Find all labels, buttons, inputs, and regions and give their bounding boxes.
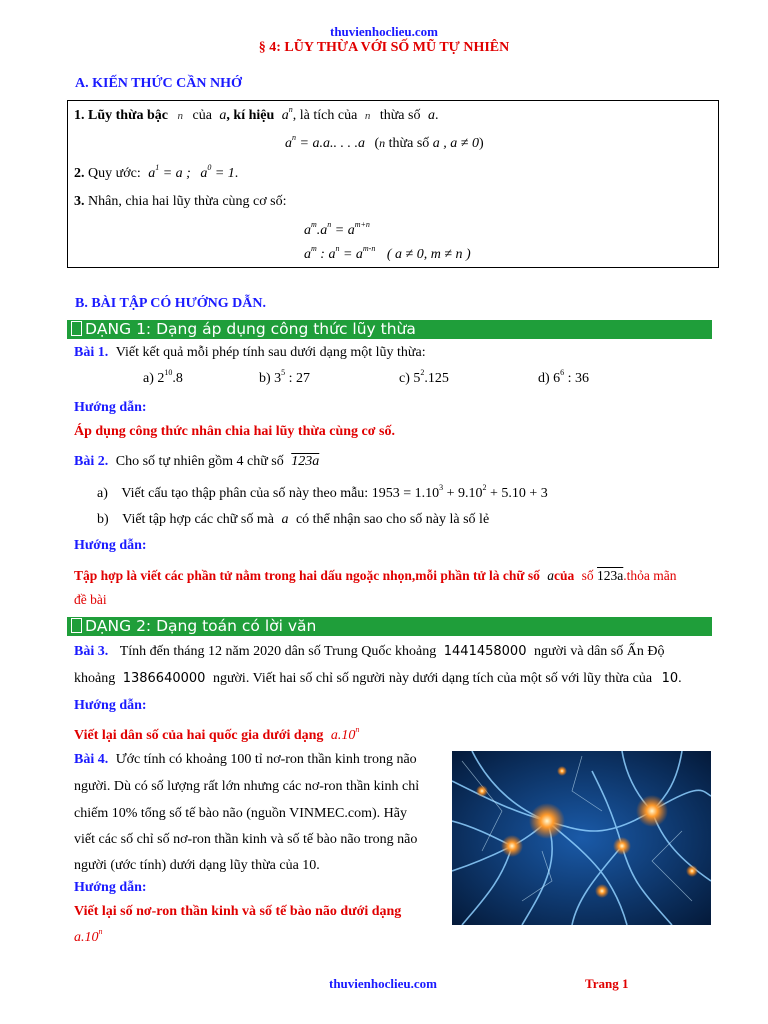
condition: ( a ≠ 0, m ≠ n ) — [386, 247, 471, 262]
exp: m+n — [354, 220, 370, 229]
formula — [200, 163, 235, 181]
bai-4-line-4: viết các số chỉ số nơ-ron thần kinh và số tế bào não trong não — [74, 832, 418, 847]
bai-2-item-a — [97, 483, 548, 502]
exercise-label: Bài 2. — [74, 454, 109, 469]
base: 6 — [553, 371, 561, 386]
exercise-text: Tính đến tháng 12 năm 2020 dân số Trung Quốc khoảng — [119, 644, 437, 659]
rule-3-number: 3. — [74, 194, 85, 209]
item-label: b) — [259, 371, 271, 386]
exercise-label: Bài 3. — [74, 644, 109, 659]
section-a-heading: A. KIẾN THỨC CẦN NHỚ — [75, 76, 242, 91]
bai-3-cont — [74, 671, 682, 687]
text: . — [678, 671, 682, 686]
bai-1 — [74, 345, 426, 361]
var-n: n — [379, 136, 386, 150]
formula-part: 1953 = 1.10 — [371, 486, 440, 501]
rest: .8 — [172, 371, 183, 386]
neuron-network-image — [452, 751, 711, 925]
var-n: n — [364, 110, 371, 122]
formula — [330, 725, 360, 743]
footer-site[interactable]: thuvienhoclieu.com — [329, 976, 437, 991]
exp: n — [292, 133, 296, 142]
rest: .125 — [424, 371, 449, 386]
section-b-heading: B. BÀI TẬP CÓ HƯỚNG DẪN. — [75, 296, 266, 311]
multiply-formula — [304, 220, 370, 239]
exercise-text: khoảng — [74, 671, 116, 686]
text: của — [192, 108, 212, 123]
rhs: = a — [331, 223, 355, 238]
bai-1-item-c — [399, 368, 449, 387]
exp: 5 — [281, 368, 286, 377]
cond: a , a ≠ 0 — [432, 136, 479, 151]
rhs: = a — [339, 247, 363, 262]
bai-1-item-a — [143, 368, 183, 387]
exp: m — [311, 220, 317, 229]
exercise-text: Viết kết quả mỗi phép tính sau dưới dạng một lũy thừa: — [115, 345, 426, 360]
text: Quy ước: — [88, 166, 141, 181]
bai-4-line-2: người. Dù có số lượng rất lớn nhưng các nơ-ron thần kinh chỉ — [74, 779, 420, 794]
ten: 10 — [661, 671, 679, 686]
exp: 0 — [207, 163, 212, 172]
population-china: 1441458000 — [443, 644, 527, 659]
bai-1-item-d — [538, 368, 590, 387]
bai-4-line-3: chiếm 10% tổng số tế bào não (nguồn VINMEC.com). Hãy — [74, 806, 407, 821]
text: Nhân, chia hai lũy thừa cùng cơ số: — [88, 194, 287, 209]
dang-2-banner — [67, 617, 712, 636]
exp: 10 — [164, 368, 173, 377]
base: 2 — [157, 371, 165, 386]
page-title: § 4: LŨY THỪA VỚI SỐ MŨ TỰ NHIÊN — [258, 40, 510, 55]
bai-3-guide — [74, 725, 360, 744]
formula — [148, 163, 191, 181]
paren: ) — [478, 136, 484, 151]
text: . — [234, 166, 239, 181]
exp: n — [98, 927, 103, 936]
knowledge-box — [67, 100, 719, 268]
exp: 6 — [560, 368, 565, 377]
exercise-text: người. Viết hai số chỉ số người này dưới dạng tích của một số với lũy thừa của — [212, 671, 653, 686]
bai-4-line-5: người (ước tính) dưới dạng lũy thừa của 10. — [74, 858, 320, 873]
item-label: a) — [97, 486, 108, 501]
base: 3 — [274, 371, 282, 386]
rule-1-label: 1. Lũy thừa bậc — [74, 108, 168, 123]
exp: 1 — [155, 163, 160, 172]
header-site[interactable]: thuvienhoclieu.com — [330, 24, 438, 39]
rest: : 36 — [564, 371, 590, 386]
power-definition-formula — [285, 133, 484, 152]
bai-4-guide-formula — [74, 927, 103, 946]
overlined-number: 123a — [597, 568, 624, 583]
rest: : 27 — [285, 371, 311, 386]
guide-text: số — [581, 568, 594, 583]
base: a.10 — [330, 728, 356, 743]
bai-4-guide: Viết lại số nơ-ron thần kinh và số tế bào não dưới dạng — [74, 904, 402, 919]
exp: n — [335, 244, 340, 253]
guide-heading: Hướng dẫn: — [74, 400, 147, 415]
rhs: = a.a.. . . .a — [296, 136, 365, 151]
var-a: a — [427, 108, 435, 123]
exp: n — [327, 220, 332, 229]
base: a — [281, 108, 289, 123]
item-label: d) — [538, 371, 550, 386]
item-label: c) — [399, 371, 410, 386]
bai-4-line-1 — [74, 752, 417, 768]
paren: ( — [374, 136, 380, 151]
bai-2-item-b — [97, 512, 489, 528]
var-an — [281, 105, 293, 123]
exercise-text: người và dân số Ấn Độ — [533, 644, 665, 659]
guide-heading: Hướng dẫn: — [74, 698, 147, 713]
rule-2-number: 2. — [74, 166, 85, 181]
var-n: n — [177, 110, 183, 122]
base: a — [148, 166, 156, 181]
page-number: Trang 1 — [585, 976, 629, 991]
rule-3 — [74, 194, 287, 210]
bai-2-guide — [74, 568, 677, 584]
guide-heading: Hướng dẫn: — [74, 538, 147, 553]
base: a — [304, 247, 311, 262]
overlined-number: 123a — [291, 454, 320, 469]
formula-part: + 9.10 — [443, 486, 483, 501]
item-label: a) — [143, 371, 154, 386]
bai-3 — [74, 644, 664, 660]
bai-1-guide: Áp dụng công thức nhân chia hai lũy thừa cùng cơ số. — [74, 424, 395, 439]
banner-text: DẠNG 2: Dạng toán có lời văn — [85, 617, 317, 635]
exercise-text: Ước tính có khoảng 100 tỉ nơ-ron thần kinh trong não — [115, 752, 417, 767]
formula-part: + 5.10 + 3 — [486, 486, 548, 501]
guide-text: của — [554, 568, 575, 583]
checkbox-icon — [71, 321, 82, 336]
text: thừa số — [379, 108, 421, 123]
banner-text: DẠNG 1: Dạng áp dụng công thức lũy thừa — [85, 320, 416, 338]
bai-2 — [74, 454, 319, 470]
neuron-illustration — [452, 751, 711, 925]
exp: m-n — [362, 244, 376, 253]
exp: 3 — [439, 483, 444, 492]
rhs: = 1 — [211, 166, 235, 181]
mid: : a — [316, 247, 336, 262]
dang-1-banner — [67, 320, 712, 339]
exp: 2 — [482, 483, 487, 492]
base: a — [285, 136, 292, 151]
exercise-label: Bài 1. — [74, 345, 109, 360]
base: 5 — [413, 371, 421, 386]
checkbox-icon — [71, 618, 82, 633]
text: . — [434, 108, 439, 123]
exp: m — [311, 244, 317, 253]
bai-2-guide-cont: đề bài — [74, 592, 107, 607]
var-a: a — [547, 568, 555, 583]
item-text: Viết tập hợp các chữ số mà — [122, 512, 274, 527]
item-text: có thể nhận sao cho số này là số lẻ — [295, 512, 490, 527]
decimal-formula — [371, 483, 548, 501]
base: a — [200, 166, 208, 181]
mid: .a — [316, 223, 328, 238]
guide-heading: Hướng dẫn: — [74, 880, 147, 895]
exp: 2 — [420, 368, 425, 377]
guide-text: .thỏa mãn — [623, 568, 677, 583]
exp: n — [288, 105, 293, 114]
var-a: a — [281, 512, 289, 527]
exp: n — [355, 725, 360, 734]
item-text: Viết cấu tạo thập phân của số này theo mẫu: — [121, 486, 369, 501]
divide-formula — [304, 244, 471, 263]
text: , là tích của — [292, 108, 358, 123]
rule-2 — [74, 163, 239, 182]
var-a: a — [219, 108, 227, 123]
item-label: b) — [97, 512, 109, 527]
rule-1 — [74, 105, 439, 124]
text: , kí hiệu — [226, 108, 275, 123]
guide-text: Tập hợp là viết các phần tử nằm trong hai dấu ngoặc nhọn,mỗi phần tử là chữ số — [74, 568, 540, 583]
rhs: = a ; — [159, 166, 191, 181]
base: a — [304, 223, 311, 238]
exercise-label: Bài 4. — [74, 752, 109, 767]
exercise-text: Cho số tự nhiên gồm 4 chữ số — [115, 454, 284, 469]
bai-1-item-b — [259, 368, 311, 387]
base: a.10 — [74, 930, 99, 945]
population-india: 1386640000 — [122, 671, 206, 686]
guide-text: Viết lại dân số của hai quốc gia dưới dạng — [74, 728, 324, 743]
text: thừa số — [385, 136, 433, 151]
